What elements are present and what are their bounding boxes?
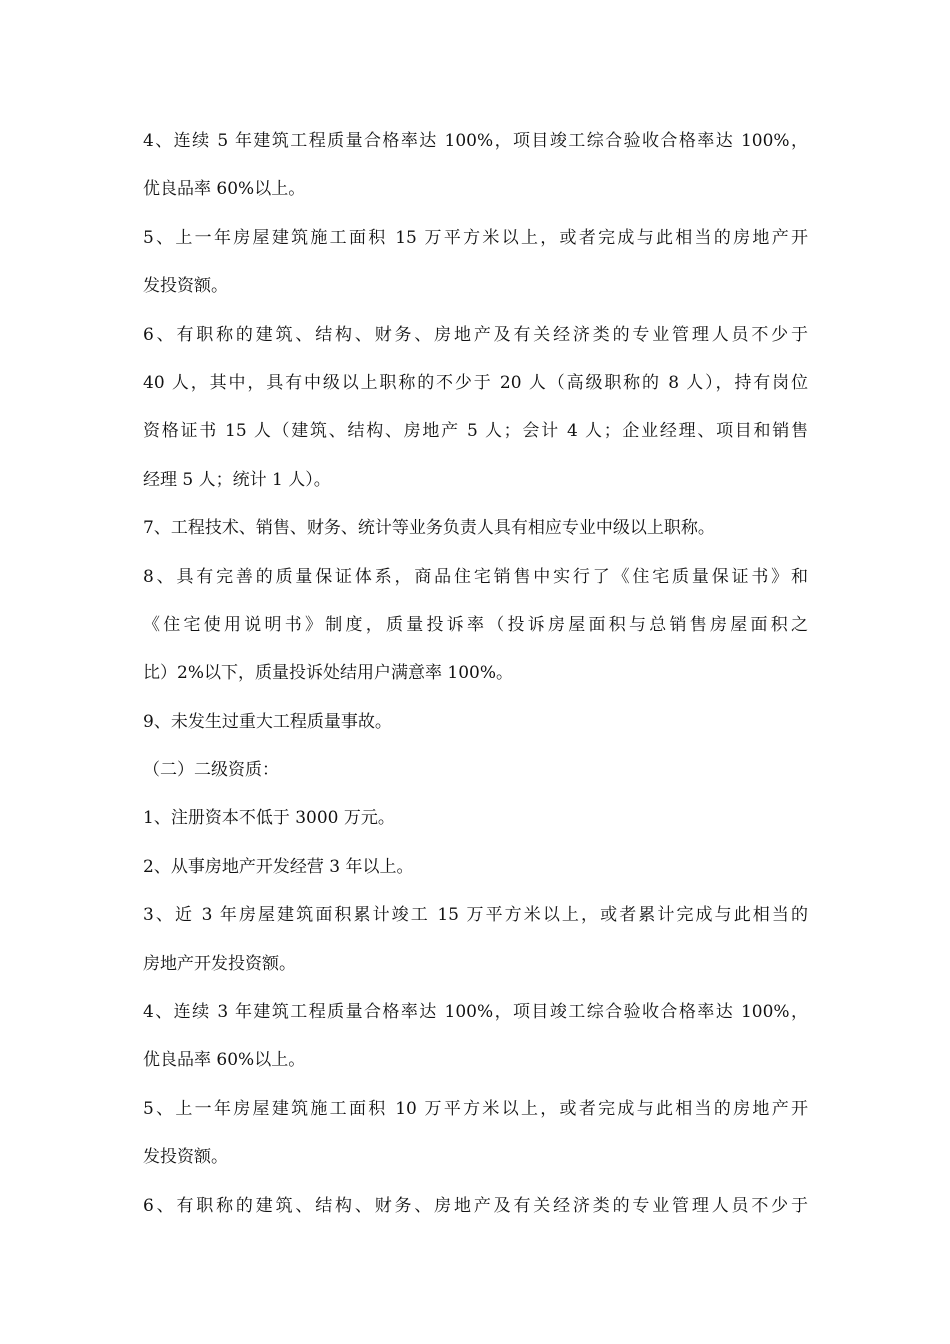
paragraph-line: 6、有职称的建筑、结构、财务、房地产及有关经济类的专业管理人员不少于 xyxy=(143,324,808,345)
paragraph-line: 资格证书 15 人（建筑、结构、房地产 5 人；会计 4 人；企业经理、项目和销售 xyxy=(143,421,808,442)
paragraph-line: 6、有职称的建筑、结构、财务、房地产及有关经济类的专业管理人员不少于 xyxy=(143,1195,808,1216)
paragraph-line: 《住宅使用说明书》制度，质量投诉率（投诉房屋面积与总销售房屋面积之 xyxy=(143,614,808,635)
paragraph-line: 4、连续 5 年建筑工程质量合格率达 100%，项目竣工综合验收合格率达 100%， xyxy=(143,131,808,151)
paragraph-line: 比）2%以下，质量投诉处结用户满意率 100%。 xyxy=(143,663,513,684)
paragraph-line: 3、近 3 年房屋建筑面积累计竣工 15 万平方米以上，或者累计完成与此相当的 xyxy=(143,905,808,926)
paragraph-line: 优良品率 60%以上。 xyxy=(143,1050,306,1071)
paragraph-line: 发投资额。 xyxy=(143,1147,228,1168)
paragraph-line: 发投资额。 xyxy=(143,276,228,297)
paragraph-line: 5、上一年房屋建筑施工面积 15 万平方米以上，或者完成与此相当的房地产开 xyxy=(143,227,808,248)
paragraph-line: 优良品率 60%以上。 xyxy=(143,179,306,200)
document-body xyxy=(143,117,808,1230)
paragraph-line: 8、具有完善的质量保证体系，商品住宅销售中实行了《住宅质量保证书》和 xyxy=(143,566,808,587)
paragraph-line: 4、连续 3 年建筑工程质量合格率达 100%，项目竣工综合验收合格率达 100%， xyxy=(143,1002,808,1023)
paragraph-line: 5、上一年房屋建筑施工面积 10 万平方米以上，或者完成与此相当的房地产开 xyxy=(143,1098,808,1119)
paragraph-line: 2、从事房地产开发经营 3 年以上。 xyxy=(143,856,414,877)
paragraph-line: 9、未发生过重大工程质量事故。 xyxy=(143,711,392,732)
section-heading: （二）二级资质： xyxy=(143,760,279,781)
paragraph-line: 房地产开发投资额。 xyxy=(143,953,296,974)
paragraph-line: 7、工程技术、销售、财务、统计等业务负责人具有相应专业中级以上职称。 xyxy=(143,518,715,539)
paragraph-line: 1、注册资本不低于 3000 万元。 xyxy=(143,808,395,829)
paragraph-line: 经理 5 人；统计 1 人）。 xyxy=(143,469,331,490)
paragraph-line: 40 人，其中，具有中级以上职称的不少于 20 人（高级职称的 8 人），持有岗位 xyxy=(143,372,808,393)
